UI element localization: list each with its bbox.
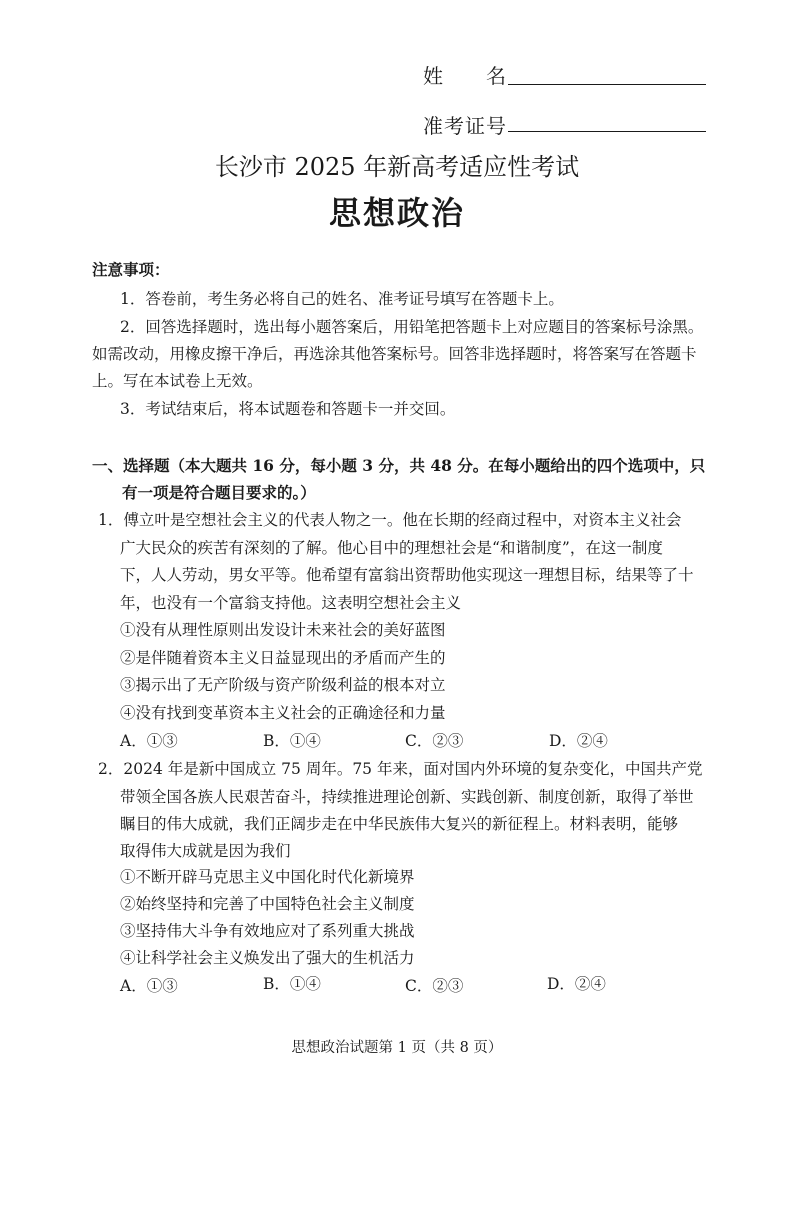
section-heading: 一、选择题（本大题共 16 分，每小题 3 分，共 48 分。在每小题给出的四个选项中，只 (92, 456, 706, 475)
notice-heading: 注意事项： (92, 260, 170, 279)
question-1-stem: 年，也没有一个富翁支持他。这表明空想社会主义 (120, 594, 462, 612)
exam-title: 长沙市 2025 年新高考适应性考试 (214, 153, 580, 181)
question-2-stem: 2．2024 年是新中国成立 75 周年。75 年来，面对国内外环境的复杂变化，中国共产党 (98, 760, 703, 778)
question-2-option-d[interactable]: D．②④ (547, 975, 606, 993)
question-2-stem: 带领全国各族人民艰苦奋斗，持续推进理论创新、实践创新、制度创新，取得了举世 (120, 788, 694, 806)
question-2-statement: ①不断开辟马克思主义中国化时代化新境界 (120, 868, 415, 886)
question-1-option-c[interactable]: C．②③ (405, 732, 464, 750)
exam-id-field-line (508, 131, 706, 132)
notice-item: 如需改动，用橡皮擦干净后，再选涂其他答案标号。回答非选择题时，将答案写在答题卡 (92, 345, 697, 363)
question-1-statement: ③揭示出了无产阶级与资产阶级利益的根本对立 (120, 676, 446, 694)
subject-title: 思想政治 (328, 194, 465, 232)
notice-item: 2．回答选择题时，选出每小题答案后，用铅笔把答题卡上对应题目的答案标号涂黑。 (120, 318, 704, 336)
question-2-stem: 瞩目的伟大成就，我们正阔步走在中华民族伟大复兴的新征程上。材料表明，能够 (120, 815, 679, 833)
question-2-statement: ②始终坚持和完善了中国特色社会主义制度 (120, 895, 415, 913)
question-2-stem: 取得伟大成就是因为我们 (120, 842, 291, 860)
question-1-statement: ④没有找到变革资本主义社会的正确途径和力量 (120, 704, 446, 722)
question-1-statement: ①没有从理性原则出发设计未来社会的美好蓝图 (120, 621, 446, 639)
notice-item: 1．答卷前，考生务必将自己的姓名、准考证号填写在答题卡上。 (120, 290, 564, 308)
notice-item: 上。写在本试卷上无效。 (92, 372, 263, 390)
exam-id-label: 准考证号 (423, 114, 507, 138)
question-2-statement: ④让科学社会主义焕发出了强大的生机活力 (120, 949, 415, 967)
question-2-option-a[interactable]: A．①③ (120, 977, 178, 995)
page-footer: 思想政治试题第 1 页（共 8 页） (291, 1040, 503, 1056)
question-1-stem: 广大民众的疾苦有深刻的了解。他心目中的理想社会是“和谐制度”，在这一制度 (120, 539, 663, 557)
question-1-option-d[interactable]: D．②④ (549, 732, 608, 750)
question-1-option-b[interactable]: B．①④ (263, 732, 321, 750)
question-2-option-b[interactable]: B．①④ (263, 975, 321, 993)
section-heading-cont: 有一项是符合题目要求的。） (122, 483, 316, 502)
question-1-stem: 下，人人劳动，男女平等。他希望有富翁出资帮助他实现这一理想目标，结果等了十 (120, 566, 694, 584)
question-1-statement: ②是伴随着资本主义日益显现出的矛盾而产生的 (120, 649, 446, 667)
name-label: 姓 名 (423, 64, 507, 88)
question-1-option-a[interactable]: A．①③ (120, 732, 178, 750)
name-field-line (508, 84, 706, 85)
question-2-option-c[interactable]: C．②③ (405, 977, 464, 995)
notice-item: 3．考试结束后，将本试题卷和答题卡一并交回。 (120, 400, 456, 418)
question-1-stem: 1．傅立叶是空想社会主义的代表人物之一。他在长期的经商过程中，对资本主义社会 (98, 511, 682, 529)
question-2-statement: ③坚持伟大斗争有效地应对了系列重大挑战 (120, 922, 415, 940)
